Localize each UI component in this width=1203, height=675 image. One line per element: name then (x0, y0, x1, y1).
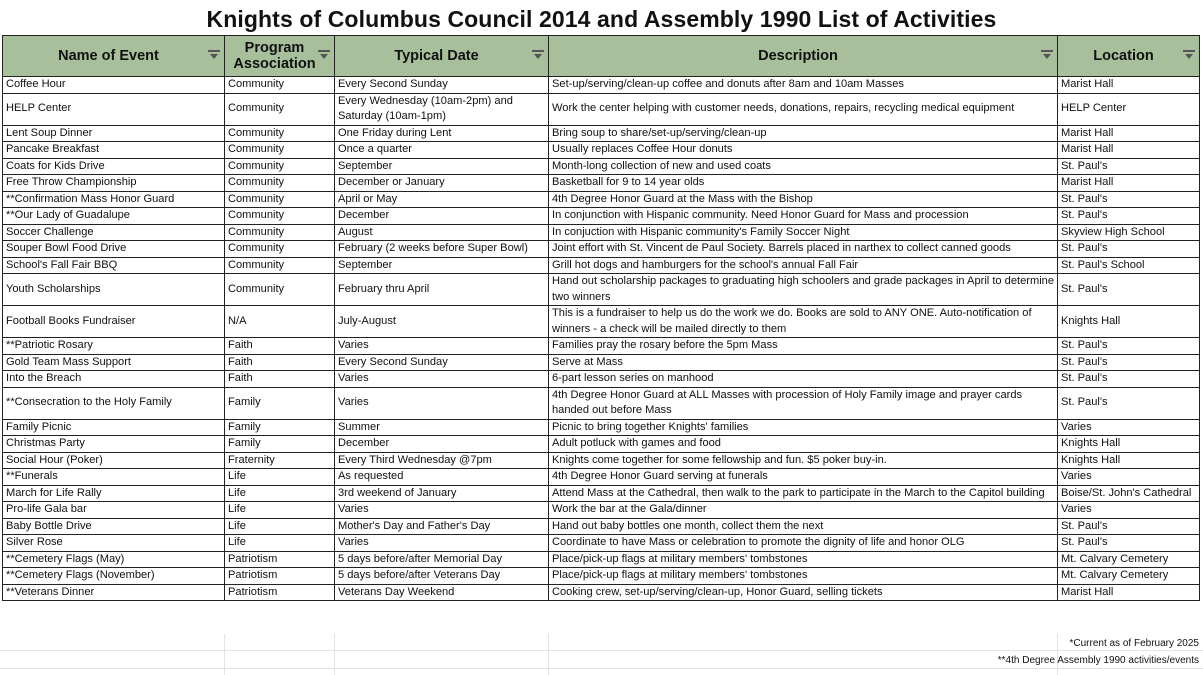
cell-location[interactable]: St. Paul's (1058, 387, 1200, 419)
table-row (3, 93, 1200, 125)
filter-dropdown-icon[interactable] (1183, 50, 1195, 60)
table-row (3, 535, 1200, 552)
grid-line (0, 650, 1203, 651)
table-row (3, 551, 1200, 568)
header-label: Program Association (233, 40, 316, 72)
header-label: Typical Date (394, 48, 479, 64)
cell-program[interactable]: Community (225, 175, 335, 192)
table-row (3, 125, 1200, 142)
cell-program[interactable]: Community (225, 241, 335, 258)
cell-program[interactable]: Fraternity (225, 452, 335, 469)
cell-event-name[interactable]: Silver Rose (3, 535, 225, 552)
table-row (3, 436, 1200, 453)
footnote-current: *Current as of February 2025 (1069, 638, 1199, 649)
cell-event-name[interactable]: Coats for Kids Drive (3, 158, 225, 175)
cell-location[interactable]: Skyview High School (1058, 224, 1200, 241)
table-row (3, 306, 1200, 338)
cell-event-name[interactable]: **Veterans Dinner (3, 584, 225, 601)
cell-event-name[interactable]: Baby Bottle Drive (3, 518, 225, 535)
cell-description[interactable]: Usually replaces Coffee Hour donuts (549, 142, 1058, 159)
table-row (3, 419, 1200, 436)
cell-program[interactable]: Family (225, 436, 335, 453)
cell-date[interactable]: Once a quarter (335, 142, 549, 159)
cell-event-name[interactable]: Souper Bowl Food Drive (3, 241, 225, 258)
cell-program[interactable]: Faith (225, 338, 335, 355)
cell-event-name[interactable]: Pro-life Gala bar (3, 502, 225, 519)
table-row (3, 568, 1200, 585)
grid-line (0, 668, 1203, 669)
column-header-description (549, 36, 1058, 77)
cell-date[interactable]: Every Second Sunday (335, 77, 549, 94)
cell-program[interactable]: Community (225, 142, 335, 159)
cell-location[interactable]: Knights Hall (1058, 306, 1200, 338)
column-header-location (1058, 36, 1200, 77)
filter-dropdown-icon[interactable] (208, 50, 220, 60)
cell-date[interactable]: December (335, 436, 549, 453)
cell-description[interactable]: Month-long collection of new and used coats (549, 158, 1058, 175)
cell-description[interactable]: Families pray the rosary before the 5pm Mass (549, 338, 1058, 355)
cell-description[interactable]: 4th Degree Honor Guard at ALL Masses with procession of Holy Family image and prayer cards handed out before Mass (549, 387, 1058, 419)
cell-program[interactable]: Life (225, 469, 335, 486)
cell-description[interactable]: Coordinate to have Mass or celebration to promote the dignity of life and honor OLG (549, 535, 1058, 552)
cell-event-name[interactable]: **Our Lady of Guadalupe (3, 208, 225, 225)
cell-location[interactable]: Mt. Calvary Cemetery (1058, 551, 1200, 568)
cell-event-name[interactable]: **Funerals (3, 469, 225, 486)
cell-location[interactable]: Knights Hall (1058, 452, 1200, 469)
cell-description[interactable]: Work the center helping with customer needs, donations, repairs, recycling medical equipment (549, 93, 1058, 125)
column-header-name-of-event (3, 36, 225, 77)
cell-event-name[interactable]: Gold Team Mass Support (3, 354, 225, 371)
cell-date[interactable]: 5 days before/after Memorial Day (335, 551, 549, 568)
header-label: Name of Event (58, 48, 159, 64)
cell-event-name[interactable]: **Cemetery Flags (May) (3, 551, 225, 568)
cell-date[interactable]: July-August (335, 306, 549, 338)
table-row (3, 191, 1200, 208)
cell-location[interactable]: St. Paul's (1058, 158, 1200, 175)
table-row (3, 338, 1200, 355)
cell-date[interactable]: Mother's Day and Father's Day (335, 518, 549, 535)
cell-location[interactable]: Varies (1058, 502, 1200, 519)
cell-location[interactable]: St. Paul's (1058, 241, 1200, 258)
cell-location[interactable]: St. Paul's (1058, 208, 1200, 225)
cell-location[interactable]: Varies (1058, 469, 1200, 486)
filter-dropdown-icon[interactable] (318, 50, 330, 60)
cell-program[interactable]: Life (225, 535, 335, 552)
table-row (3, 387, 1200, 419)
cell-location[interactable]: St. Paul's (1058, 274, 1200, 306)
cell-location[interactable]: St. Paul's (1058, 354, 1200, 371)
cell-event-name[interactable]: Free Throw Championship (3, 175, 225, 192)
table-row (3, 354, 1200, 371)
sheet-title: Knights of Columbus Council 2014 and Assembly 1990 List of Activities (206, 6, 997, 32)
cell-date[interactable]: Varies (335, 535, 549, 552)
cell-event-name[interactable]: Christmas Party (3, 436, 225, 453)
cell-description[interactable]: Set-up/serving/clean-up coffee and donuts after 8am and 10am Masses (549, 77, 1058, 94)
cell-description[interactable]: Grill hot dogs and hamburgers for the school's annual Fall Fair (549, 257, 1058, 274)
cell-description[interactable]: In conjuction with Hispanic community's Family Soccer Night (549, 224, 1058, 241)
cell-location[interactable]: Marist Hall (1058, 77, 1200, 94)
cell-program[interactable]: Community (225, 274, 335, 306)
cell-program[interactable]: Community (225, 93, 335, 125)
cell-location[interactable]: Varies (1058, 419, 1200, 436)
cell-date[interactable]: December or January (335, 175, 549, 192)
cell-description[interactable]: Basketball for 9 to 14 year olds (549, 175, 1058, 192)
cell-program[interactable]: Faith (225, 371, 335, 388)
cell-date[interactable]: 5 days before/after Veterans Day (335, 568, 549, 585)
cell-program[interactable]: Patriotism (225, 551, 335, 568)
footnote-assembly: **4th Degree Assembly 1990 activities/events (997, 655, 1199, 666)
table-row (3, 274, 1200, 306)
cell-description[interactable]: Cooking crew, set-up/serving/clean-up, Honor Guard, selling tickets (549, 584, 1058, 601)
table-row (3, 175, 1200, 192)
cell-program[interactable]: Community (225, 125, 335, 142)
cell-description[interactable]: Hand out scholarship packages to graduating high schoolers and grade packages in April to determine two winners (549, 274, 1058, 306)
cell-description[interactable]: Serve at Mass (549, 354, 1058, 371)
cell-program[interactable]: N/A (225, 306, 335, 338)
cell-program[interactable]: Patriotism (225, 584, 335, 601)
cell-date[interactable]: Every Wednesday (10am-2pm) and Saturday (10am-1pm) (335, 93, 549, 125)
cell-date[interactable]: September (335, 257, 549, 274)
cell-program[interactable]: Patriotism (225, 568, 335, 585)
cell-description[interactable]: Hand out baby bottles one month, collect them the next (549, 518, 1058, 535)
cell-event-name[interactable]: Pancake Breakfast (3, 142, 225, 159)
filter-dropdown-icon[interactable] (532, 50, 544, 60)
cell-event-name[interactable]: **Consecration to the Holy Family (3, 387, 225, 419)
cell-location[interactable]: St. Paul's (1058, 518, 1200, 535)
cell-program[interactable]: Community (225, 158, 335, 175)
cell-location[interactable]: Marist Hall (1058, 584, 1200, 601)
cell-description[interactable]: Knights come together for some fellowship and fun. $5 poker buy-in. (549, 452, 1058, 469)
cell-description[interactable]: Place/pick-up flags at military members' tombstones (549, 568, 1058, 585)
cell-event-name[interactable]: Lent Soup Dinner (3, 125, 225, 142)
column-header-program-association (225, 36, 335, 77)
cell-program[interactable]: Community (225, 208, 335, 225)
table-row (3, 77, 1200, 94)
table-row (3, 224, 1200, 241)
table-row (3, 452, 1200, 469)
cell-location[interactable]: Knights Hall (1058, 436, 1200, 453)
cell-description[interactable]: Adult potluck with games and food (549, 436, 1058, 453)
cell-location[interactable]: HELP Center (1058, 93, 1200, 125)
cell-description[interactable]: Work the bar at the Gala/dinner (549, 502, 1058, 519)
cell-program[interactable]: Faith (225, 354, 335, 371)
cell-event-name[interactable]: Football Books Fundraiser (3, 306, 225, 338)
cell-event-name[interactable]: **Patriotic Rosary (3, 338, 225, 355)
cell-date[interactable]: Varies (335, 338, 549, 355)
table-row (3, 257, 1200, 274)
cell-program[interactable]: Family (225, 387, 335, 419)
cell-event-name[interactable]: HELP Center (3, 93, 225, 125)
table-row (3, 241, 1200, 258)
cell-description[interactable]: Bring soup to share/set-up/serving/clean-up (549, 125, 1058, 142)
table-row (3, 502, 1200, 519)
table-row (3, 142, 1200, 159)
cell-date[interactable]: Varies (335, 371, 549, 388)
cell-date[interactable]: Varies (335, 502, 549, 519)
cell-location[interactable]: Marist Hall (1058, 175, 1200, 192)
cell-date[interactable]: Veterans Day Weekend (335, 584, 549, 601)
cell-date[interactable]: 3rd weekend of January (335, 485, 549, 502)
cell-event-name[interactable]: Into the Breach (3, 371, 225, 388)
cell-date[interactable]: One Friday during Lent (335, 125, 549, 142)
header-row (3, 36, 1200, 77)
cell-program[interactable]: Life (225, 502, 335, 519)
grid-line (548, 634, 549, 675)
activities-table (2, 35, 1200, 601)
cell-description[interactable]: In conjunction with Hispanic community. Need Honor Guard for Mass and procession (549, 208, 1058, 225)
cell-location[interactable]: Boise/St. John's Cathedral (1058, 485, 1200, 502)
cell-location[interactable]: St. Paul's (1058, 191, 1200, 208)
cell-location[interactable]: Marist Hall (1058, 125, 1200, 142)
grid-line (334, 634, 335, 675)
cell-date[interactable]: Every Third Wednesday @7pm (335, 452, 549, 469)
header-label: Location (1093, 48, 1154, 64)
cell-date[interactable]: Varies (335, 387, 549, 419)
cell-program[interactable]: Life (225, 485, 335, 502)
cell-description[interactable]: 4th Degree Honor Guard serving at funerals (549, 469, 1058, 486)
cell-location[interactable]: Marist Hall (1058, 142, 1200, 159)
cell-description[interactable]: Attend Mass at the Cathedral, then walk to the park to participate in the March to the Capitol building (549, 485, 1058, 502)
cell-date[interactable]: February (2 weeks before Super Bowl) (335, 241, 549, 258)
cell-description[interactable]: Place/pick-up flags at military members' tombstones (549, 551, 1058, 568)
cell-event-name[interactable]: March for Life Rally (3, 485, 225, 502)
cell-program[interactable]: Life (225, 518, 335, 535)
cell-program[interactable]: Community (225, 191, 335, 208)
cell-date[interactable]: September (335, 158, 549, 175)
cell-program[interactable]: Community (225, 224, 335, 241)
cell-description[interactable]: 6-part lesson series on manhood (549, 371, 1058, 388)
cell-event-name[interactable]: Soccer Challenge (3, 224, 225, 241)
cell-description[interactable]: Picnic to bring together Knights' families (549, 419, 1058, 436)
table-row (3, 371, 1200, 388)
cell-program[interactable]: Community (225, 257, 335, 274)
cell-program[interactable]: Family (225, 419, 335, 436)
table-row (3, 518, 1200, 535)
cell-event-name[interactable]: Youth Scholarships (3, 274, 225, 306)
cell-date[interactable]: February thru April (335, 274, 549, 306)
filter-dropdown-icon[interactable] (1041, 50, 1053, 60)
cell-description[interactable]: This is a fundraiser to help us do the work we do. Books are sold to ANY ONE. Auto-notification of winners - a check will be mailed directly to them (549, 306, 1058, 338)
cell-date[interactable]: Summer (335, 419, 549, 436)
cell-date[interactable]: As requested (335, 469, 549, 486)
cell-event-name[interactable]: School's Fall Fair BBQ (3, 257, 225, 274)
table-body (3, 77, 1200, 601)
cell-date[interactable]: August (335, 224, 549, 241)
cell-location[interactable]: Mt. Calvary Cemetery (1058, 568, 1200, 585)
table-row (3, 485, 1200, 502)
cell-date[interactable]: December (335, 208, 549, 225)
cell-event-name[interactable]: **Confirmation Mass Honor Guard (3, 191, 225, 208)
cell-event-name[interactable]: **Cemetery Flags (November) (3, 568, 225, 585)
cell-location[interactable]: St. Paul's School (1058, 257, 1200, 274)
table-row (3, 469, 1200, 486)
grid-line (224, 634, 225, 675)
cell-description[interactable]: Joint effort with St. Vincent de Paul Society. Barrels placed in narthex to collect canned goods (549, 241, 1058, 258)
cell-location[interactable]: St. Paul's (1058, 371, 1200, 388)
cell-description[interactable]: 4th Degree Honor Guard at the Mass with the Bishop (549, 191, 1058, 208)
table-row (3, 584, 1200, 601)
column-header-typical-date (335, 36, 549, 77)
header-label: Description (758, 48, 838, 64)
cell-event-name[interactable]: Coffee Hour (3, 77, 225, 94)
cell-event-name[interactable]: Family Picnic (3, 419, 225, 436)
table-row (3, 158, 1200, 175)
cell-date[interactable]: April or May (335, 191, 549, 208)
cell-event-name[interactable]: Social Hour (Poker) (3, 452, 225, 469)
table-row (3, 208, 1200, 225)
cell-program[interactable]: Community (225, 77, 335, 94)
cell-location[interactable]: St. Paul's (1058, 535, 1200, 552)
cell-location[interactable]: St. Paul's (1058, 338, 1200, 355)
cell-date[interactable]: Every Second Sunday (335, 354, 549, 371)
